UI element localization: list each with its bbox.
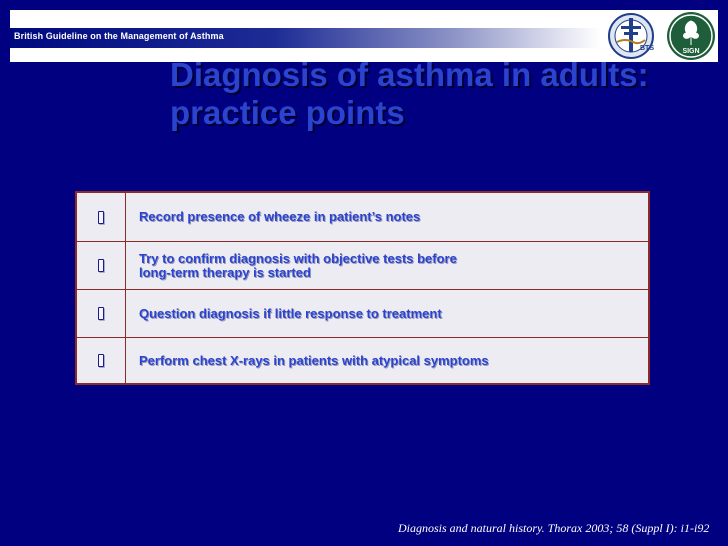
practice-point-text: Perform chest X-rays in patients with atypical symptoms (139, 352, 489, 368)
table-row (77, 242, 648, 290)
practice-point-tick-icon (98, 259, 104, 272)
practice-point-text: Record presence of wheeze in patient’s notes (139, 209, 421, 224)
practice-point-text: Try to confirm diagnosis with objective tests before long-term therapy is started (139, 250, 457, 280)
guideline-header-bar (10, 10, 718, 62)
sign-logo-text: SIGN (682, 48, 700, 55)
practice-point-marker-cell (77, 193, 126, 241)
slide-title: Diagnosis of asthma in adults: practice points (170, 56, 649, 131)
practice-point-marker-cell (77, 290, 126, 337)
table-row (77, 193, 648, 242)
practice-point-tick-icon (98, 211, 104, 224)
practice-point-tick-icon (98, 354, 104, 367)
table-row (77, 290, 648, 338)
practice-point-tick-icon (98, 307, 104, 320)
practice-point-marker-cell (77, 242, 126, 289)
practice-points-table (75, 191, 650, 385)
citation-reference: Diagnosis and natural history. Thorax 2003; 58 (Suppl I): i1-i92 (398, 521, 710, 535)
table-row (77, 338, 648, 383)
practice-point-text: Question diagnosis if little response to treatment (139, 305, 442, 321)
header-title: British Guideline on the Management of Asthma (14, 31, 224, 41)
bts-logo (603, 12, 659, 60)
bts-logo-text: BTS (640, 45, 654, 52)
practice-point-marker-cell (77, 338, 126, 383)
sign-logo (666, 11, 716, 61)
